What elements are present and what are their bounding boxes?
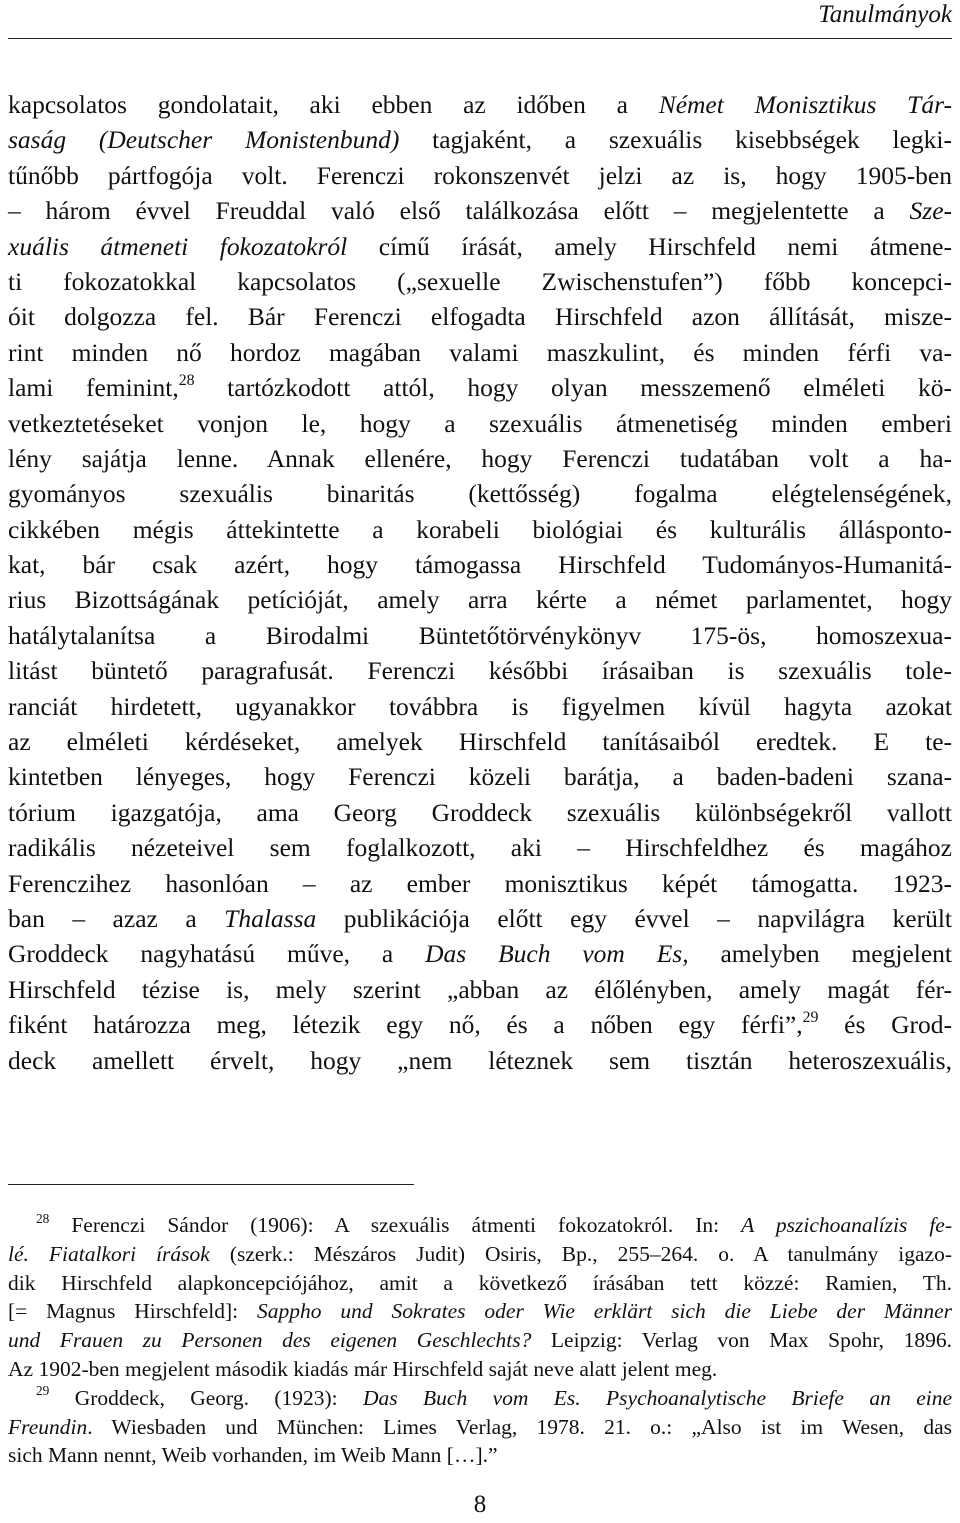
footnote-line	[8, 1297, 952, 1326]
text-line	[8, 229, 952, 264]
text-line	[8, 689, 952, 724]
footnote-line	[8, 1211, 952, 1240]
text-line	[8, 618, 952, 653]
footnote-line	[8, 1326, 952, 1355]
text-run: Hirschfeld tézise is, mely szerint „abban az élőlényben, amely magát fér-	[8, 974, 952, 1004]
text-run: óit dolgozza fel. Bár Ferenczi elfogadta Hirschfeld azon állítását, misze-	[8, 302, 952, 332]
text-run: Sappho und Sokrates oder Wie erklärt sich die Liebe der Männer	[257, 1299, 952, 1324]
text-run: lé. Fiatalkori írások	[8, 1241, 210, 1266]
text-line	[8, 901, 952, 936]
text-line	[8, 122, 952, 157]
text-run: sich Mann nennt, Weib vorhanden, im Weib Mann […].”	[8, 1443, 498, 1468]
text-run: vetkeztetéseket vonjon le, hogy a szexuális átmenetiség minden emberi	[8, 408, 952, 438]
text-line	[8, 87, 952, 122]
text-line	[8, 335, 952, 370]
text-line	[8, 158, 952, 193]
text-line	[8, 972, 952, 1007]
text-run: – három évvel Freuddal való első találkozása előtt – megjelentette a	[8, 196, 910, 226]
text-line	[8, 759, 952, 794]
text-run: Thalassa	[224, 903, 317, 933]
footnote-reference: 29	[36, 1383, 50, 1399]
text-run: Sze-	[909, 196, 952, 226]
text-run: című írását, amely Hirschfeld nemi átmene-	[347, 231, 952, 261]
text-line	[8, 1043, 952, 1078]
body-text	[8, 87, 952, 1078]
text-run: saság (Deutscher Monistenbund)	[8, 125, 400, 155]
text-run: és Grod-	[818, 1010, 952, 1040]
text-line	[8, 724, 952, 759]
text-run: ranciát hirdetett, ugyanakkor továbbra is figyelmen kívül hagyta azokat	[8, 691, 952, 721]
footnotes	[8, 1211, 952, 1470]
footnote-divider	[8, 1184, 414, 1185]
section-title: Tanulmányok	[818, 1, 952, 28]
text-run: radikális nézeteivel sem foglalkozott, aki – Hirschfeldhez és magához	[8, 833, 952, 863]
text-run: tűnőbb pártfogója volt. Ferenczi rokonszenvét jelzi az is, hogy 1905-ben	[8, 160, 952, 190]
text-run: Ferenczihez hasonlóan – az ember monisztikus képét támogatta. 1923-	[8, 868, 952, 898]
text-line	[8, 264, 952, 299]
text-run: rint minden nő hordoz magában valami maszkulint, és minden férfi va-	[8, 337, 952, 367]
text-run: xuális átmeneti fokozatokról	[8, 231, 348, 261]
text-run: [= Magnus Hirschfeld]:	[8, 1299, 258, 1324]
text-run: lény sajátja lenne. Annak ellenére, hogy Ferenczi tudatában volt a ha-	[8, 443, 952, 473]
running-header	[8, 0, 952, 39]
text-run: ban – azaz a	[8, 903, 225, 933]
text-run: . Wiesbaden und München: Limes Verlag, 1978. 21. o.: „Also ist im Wesen, das	[87, 1414, 952, 1439]
text-run: Leipzig: Verlag von Max Spohr, 1896.	[531, 1328, 952, 1353]
footnote-reference: 28	[36, 1210, 50, 1226]
text-line	[8, 193, 952, 228]
text-run: Ferenczi Sándor (1906): A szexuális átmenti fokozatokról. In:	[49, 1213, 742, 1237]
text-line	[8, 830, 952, 865]
text-run: ti fokozatokkal kapcsolatos („sexuelle Zwischenstufen”) főbb koncepci-	[8, 266, 952, 296]
text-run: deck amellett érvelt, hogy „nem léteznek sem tisztán heteroszexuális,	[8, 1045, 952, 1075]
text-run: hatálytalanítsa a Birodalmi Büntetőtörvénykönyv 175-ös, homoszexua-	[8, 620, 952, 650]
text-run: fiként határozza meg, létezik egy nő, és a nőben egy férfi”,	[8, 1010, 803, 1040]
text-run: kapcsolatos gondolatait, aki ebben az időben a	[8, 90, 659, 119]
text-line	[8, 299, 952, 334]
footnote-line	[8, 1384, 952, 1413]
footnote-line	[8, 1413, 952, 1442]
text-run: cikkében mégis áttekintette a korabeli biológiai és kulturális állásponto-	[8, 514, 952, 544]
text-line	[8, 406, 952, 441]
text-run: dik Hirschfeld alapkoncepciójához, amit a következő írásában tett közzé: Ramien, Th.	[8, 1270, 952, 1295]
text-line	[8, 795, 952, 830]
footnote-line	[8, 1269, 952, 1298]
text-run: Freundin	[8, 1414, 88, 1439]
text-run: Német Monisztikus Tár-	[658, 90, 952, 119]
text-run: kat, bár csak azért, hogy támogassa Hirschfeld Tudományos-Humanitá-	[8, 550, 952, 580]
text-run: az elméleti kérdéseket, amelyek Hirschfeld tanításaiból eredtek. E te-	[8, 727, 952, 757]
footnote-line	[8, 1240, 952, 1269]
text-line	[8, 370, 952, 405]
footnote-line	[8, 1355, 952, 1384]
text-run: Az 1902-ben megjelent második kiadás már Hirschfeld saját neve alatt jelent meg.	[8, 1356, 718, 1381]
text-run: gyományos szexuális binaritás (kettősség) fogalma elégtelenségének,	[8, 479, 952, 509]
text-run: und Frauen zu Personen des eigenen Geschlechts?	[8, 1328, 532, 1353]
text-run: A pszichoanalízis fe-	[741, 1213, 953, 1237]
text-line	[8, 512, 952, 547]
text-line	[8, 547, 952, 582]
text-run: Groddeck nagyhatású műve, a	[8, 939, 426, 969]
text-line	[8, 1007, 952, 1042]
text-run: tórium igazgatója, ama Georg Groddeck szexuális különbségekről vallott	[8, 797, 952, 827]
text-line	[8, 476, 952, 511]
text-run: litást büntető paragrafusát. Ferenczi későbbi írásaiban is szexuális tole-	[8, 656, 952, 686]
footnote-reference: 28	[178, 372, 195, 390]
text-run: tagjaként, a szexuális kisebbségek legki-	[399, 125, 952, 155]
text-run: (szerk.: Mészáros Judit) Osiris, Bp., 255–264. o. A tanulmány igazo-	[209, 1241, 952, 1266]
text-line	[8, 653, 952, 688]
text-line	[8, 866, 952, 901]
text-run: rius Bizottságának petícióját, amely arra kérte a német parlamentet, hogy	[8, 585, 952, 615]
text-line	[8, 441, 952, 476]
text-run: lami feminint,	[8, 373, 179, 403]
footnote-line	[8, 1441, 952, 1470]
page-number: 8	[473, 1491, 487, 1518]
text-line	[8, 936, 952, 971]
text-run: publikációja előtt egy évvel – napvilágra került	[316, 903, 953, 933]
text-run: Das Buch vom Es,	[425, 939, 689, 969]
text-line	[8, 582, 952, 617]
text-run: Groddeck, Georg. (1923):	[49, 1385, 363, 1410]
text-run: amelyben megjelent	[688, 939, 952, 969]
text-run: tartózkodott attól, hogy olyan messzemenő elméleti kö-	[194, 373, 952, 403]
text-run: Das Buch vom Es. Psychoanalytische Briefe an eine	[363, 1385, 953, 1410]
footnote-reference: 29	[802, 1009, 819, 1027]
text-run: kintetben lényeges, hogy Ferenczi közeli barátja, a baden-badeni szana-	[8, 762, 952, 792]
